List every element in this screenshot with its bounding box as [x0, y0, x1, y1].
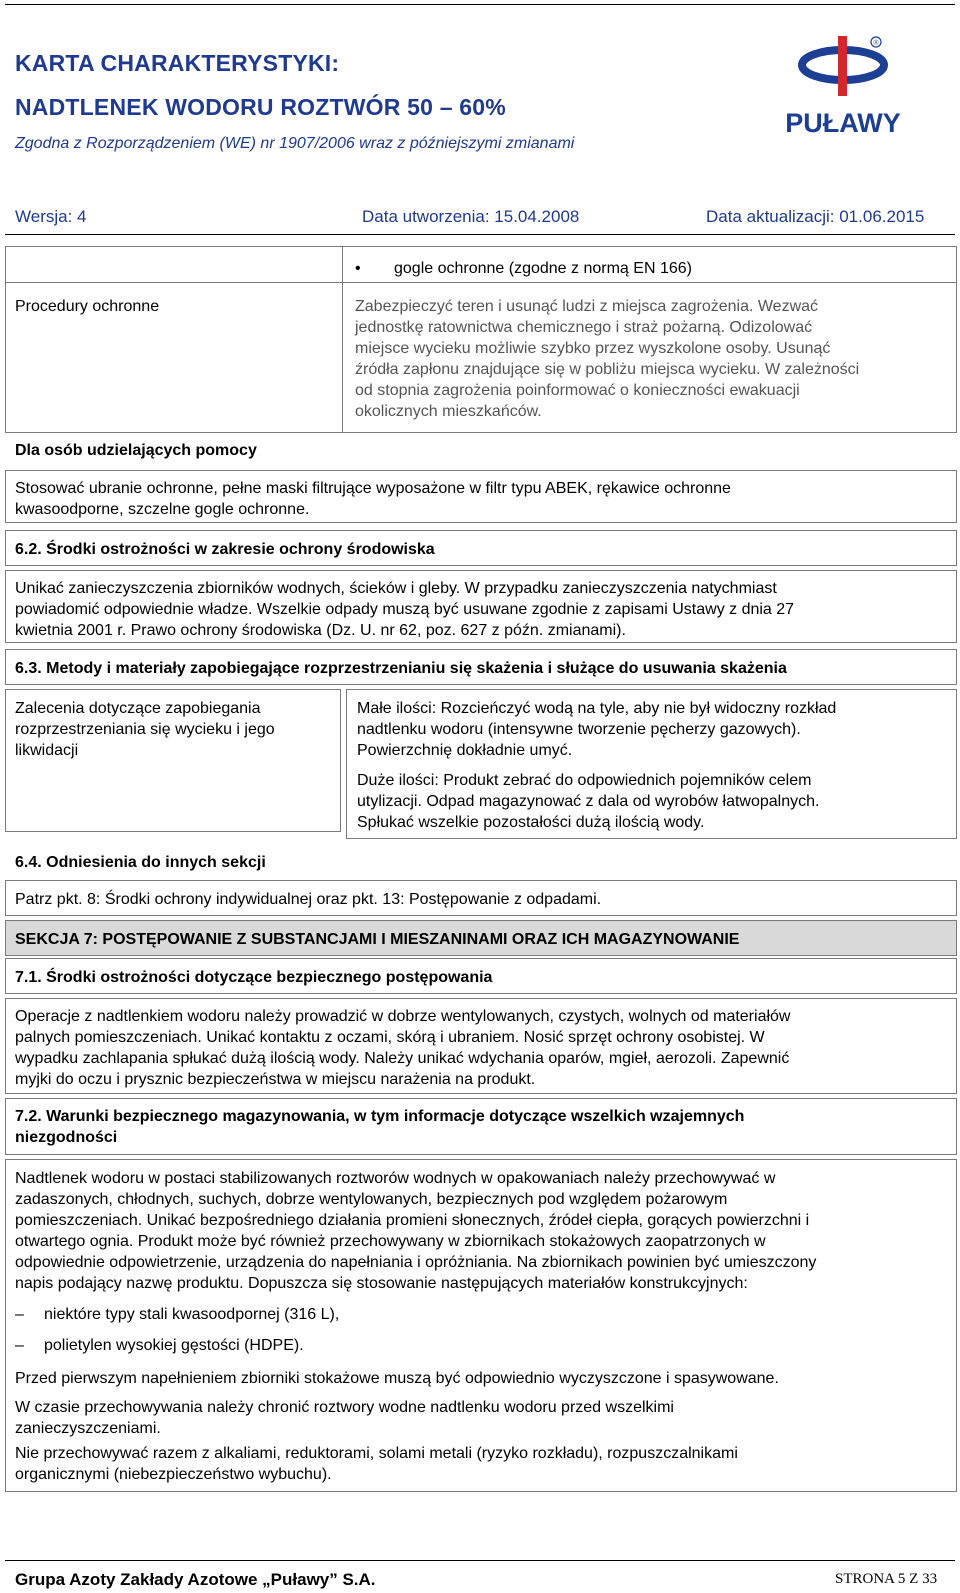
version-label: Wersja: 4 [15, 207, 87, 226]
bullet-dot: • [355, 260, 361, 277]
table-row-divider [5, 282, 957, 283]
material-item-hdpe: polietylen wysokiej gęstości (HDPE). [44, 1337, 304, 1354]
document-title: KARTA CHARAKTERYSTYKI: [15, 50, 340, 76]
helpers-heading: Dla osób udzielających pomocy [15, 442, 257, 459]
s63-heading: 6.3. Metody i materiały zapobiegające rozprzestrzenianiu się skażenia i służące do usuwania skażenia [15, 660, 787, 677]
s62-heading: 6.2. Środki ostrożności w zakresie ochrony środowiska [15, 541, 435, 558]
product-title: NADTLENEK WODORU ROZTWÓR 50 – 60% [15, 94, 506, 120]
table-divider [342, 246, 343, 433]
s72-incompatibility: Nie przechowywać razem z alkaliami, reduktorami, solami metali (ryzyko rozkładu), rozpuszczalnikami organicznymi (niebezpieczeństwo wybuchu). [15, 1445, 738, 1483]
top-rule [5, 4, 955, 5]
helpers-text: Stosować ubranie ochronne, pełne maski filtrujące wyposażone w filtr typu ABEK, rękawice ochronne kwasoodporne, szczelne gogle ochronne. [15, 480, 731, 518]
s72-storage-protection: W czasie przechowywania należy chronić roztwory wodne nadtlenku wodoru przed wszelkimi zanieczyszczeniami. [15, 1399, 674, 1437]
s71-text: Operacje z nadtlenkiem wodoru należy prowadzić w dobrze wentylowanych, czystych, wolnych od materiałów palnych pomieszczeniach. Unikać kontaktu z oczami, skórą i ubraniem. Nosić sprzęt ochrony osobistej. W wypadku zachlapania spłukać dużą ilością wody. Należy unikać wdychania oparów, mgieł, aerozoli. Zapewnić myjki do oczu i prysznic bezpieczeństwa w miejscu narażenia na produkt. [15, 1008, 791, 1088]
created-date: Data utworzenia: 15.04.2008 [362, 207, 580, 226]
goggles-item: gogle ochronne (zgodne z normą EN 166) [394, 260, 692, 277]
s72-passivation-text: Przed pierwszym napełnieniem zbiorniki stokażowe muszą być odpowiednio wyczyszczone i spasywowane. [15, 1370, 779, 1387]
s64-text: Patrz pkt. 8: Środki ochrony indywidualnej oraz pkt. 13: Postępowanie z odpadami. [15, 891, 602, 908]
procedures-text: Zabezpieczyć teren i usunąć ludzi z miejsca zagrożenia. Wezwać jednostkę ratownictwa chemicznego i straż pożarną. Odizolować miejsce wycieku możliwie szybko przez wyszkolone osoby. Usunąć źródła zapłonu znajdujące się w pobliżu miejsca wycieku. W zależności od stopnia zagrożenia poinformować o konieczności ewakuacji okolicznych mieszkańców. [355, 298, 860, 420]
regulation-subtitle: Zgodna z Rozporządzeniem (WE) nr 1907/2006 wraz z późniejszymi zmianami [15, 135, 575, 152]
pulawy-logo-mark [785, 32, 910, 142]
footer-rule [5, 1560, 955, 1561]
procedures-label: Procedury ochronne [15, 298, 160, 315]
s64-heading: 6.4. Odniesienia do innych sekcji [15, 854, 266, 871]
s71-heading: 7.1. Środki ostrożności dotyczące bezpiecznego postępowania [15, 969, 493, 986]
s62-text: Unikać zanieczyszczenia zbiorników wodnych, ścieków i gleby. W przypadku zanieczyszczenia natychmiast powiadomić odpowiednie władze. Wszelkie odpady muszą być usuwane zgodnie z zapisami Ustawy z dnia 27 kwietnia 2001 r. Prawo ochrony środowiska (Dz. U. nr 62, poz. 627 z późn. zmianami). [15, 580, 795, 639]
section7-heading: SEKCJA 7: POSTĘPOWANIE Z SUBSTANCJAMI I MIESZANINAMI ORAZ ICH MAGAZYNOWANIE [15, 931, 740, 948]
page-number: STRONA 5 Z 33 [835, 1571, 938, 1587]
s63-small-quantities: Małe ilości: Rozcieńczyć wodą na tyle, aby nie był widoczny rozkład nadtlenku wodoru (intensywne tworzenie pęcherzy gazowych). Powierzchnię dokładnie umyć. [357, 700, 837, 759]
pulawy-logo [785, 32, 910, 142]
dash-marker-2: – [15, 1337, 24, 1354]
s72-text: Nadtlenek wodoru w postaci stabilizowanych roztworów wodnych w opakowaniach należy przechowywać w zadaszonych, chłodnych, suchych, dobrze wentylowanych, bezpiecznych pod względem pożarowym pomieszczeniach. Unikać bezpośredniego działania promieni słonecznych, źródeł ciepła, gorących powierzchni i otwartego ognia. Produkt może być również przechowywany w zbiornikach stokażowych zaopatrzonych w odpowiednie odpowietrzenie, urządzenia do napełniania i opróżniania. Na zbiornikach powinien być umieszczony napis podający nazwę produktu. Dopuszcza się stosowanie następujących materiałów konstrukcyjnych: [15, 1170, 817, 1292]
material-item-steel: niektóre typy stali kwasoodpornej (316 L), [44, 1306, 340, 1323]
updated-date: Data aktualizacji: 01.06.2015 [706, 207, 925, 226]
s63-large-quantities: Duże ilości: Produkt zebrać do odpowiednich pojemników celem utylizacji. Odpad magazynować z dala od wyrobów łatwopalnych. Spłukać wszelkie pozostałości dużą ilością wody. [357, 772, 820, 831]
company-name: Grupa Azoty Zakłady Azotowe „Puławy” S.A. [15, 1570, 376, 1589]
header-rule [5, 234, 955, 235]
s72-heading: 7.2. Warunki bezpiecznego magazynowania, w tym informacje dotyczące wszelkich wzajemnych niezgodności [15, 1108, 745, 1146]
registered-mark: ® [873, 40, 879, 47]
dash-marker-1: – [15, 1306, 24, 1323]
s63-left-text: Zalecenia dotyczące zapobiegania rozprzestrzeniania się wycieku i jego likwidacji [15, 700, 275, 759]
logo-text: PUŁAWY [785, 108, 901, 138]
